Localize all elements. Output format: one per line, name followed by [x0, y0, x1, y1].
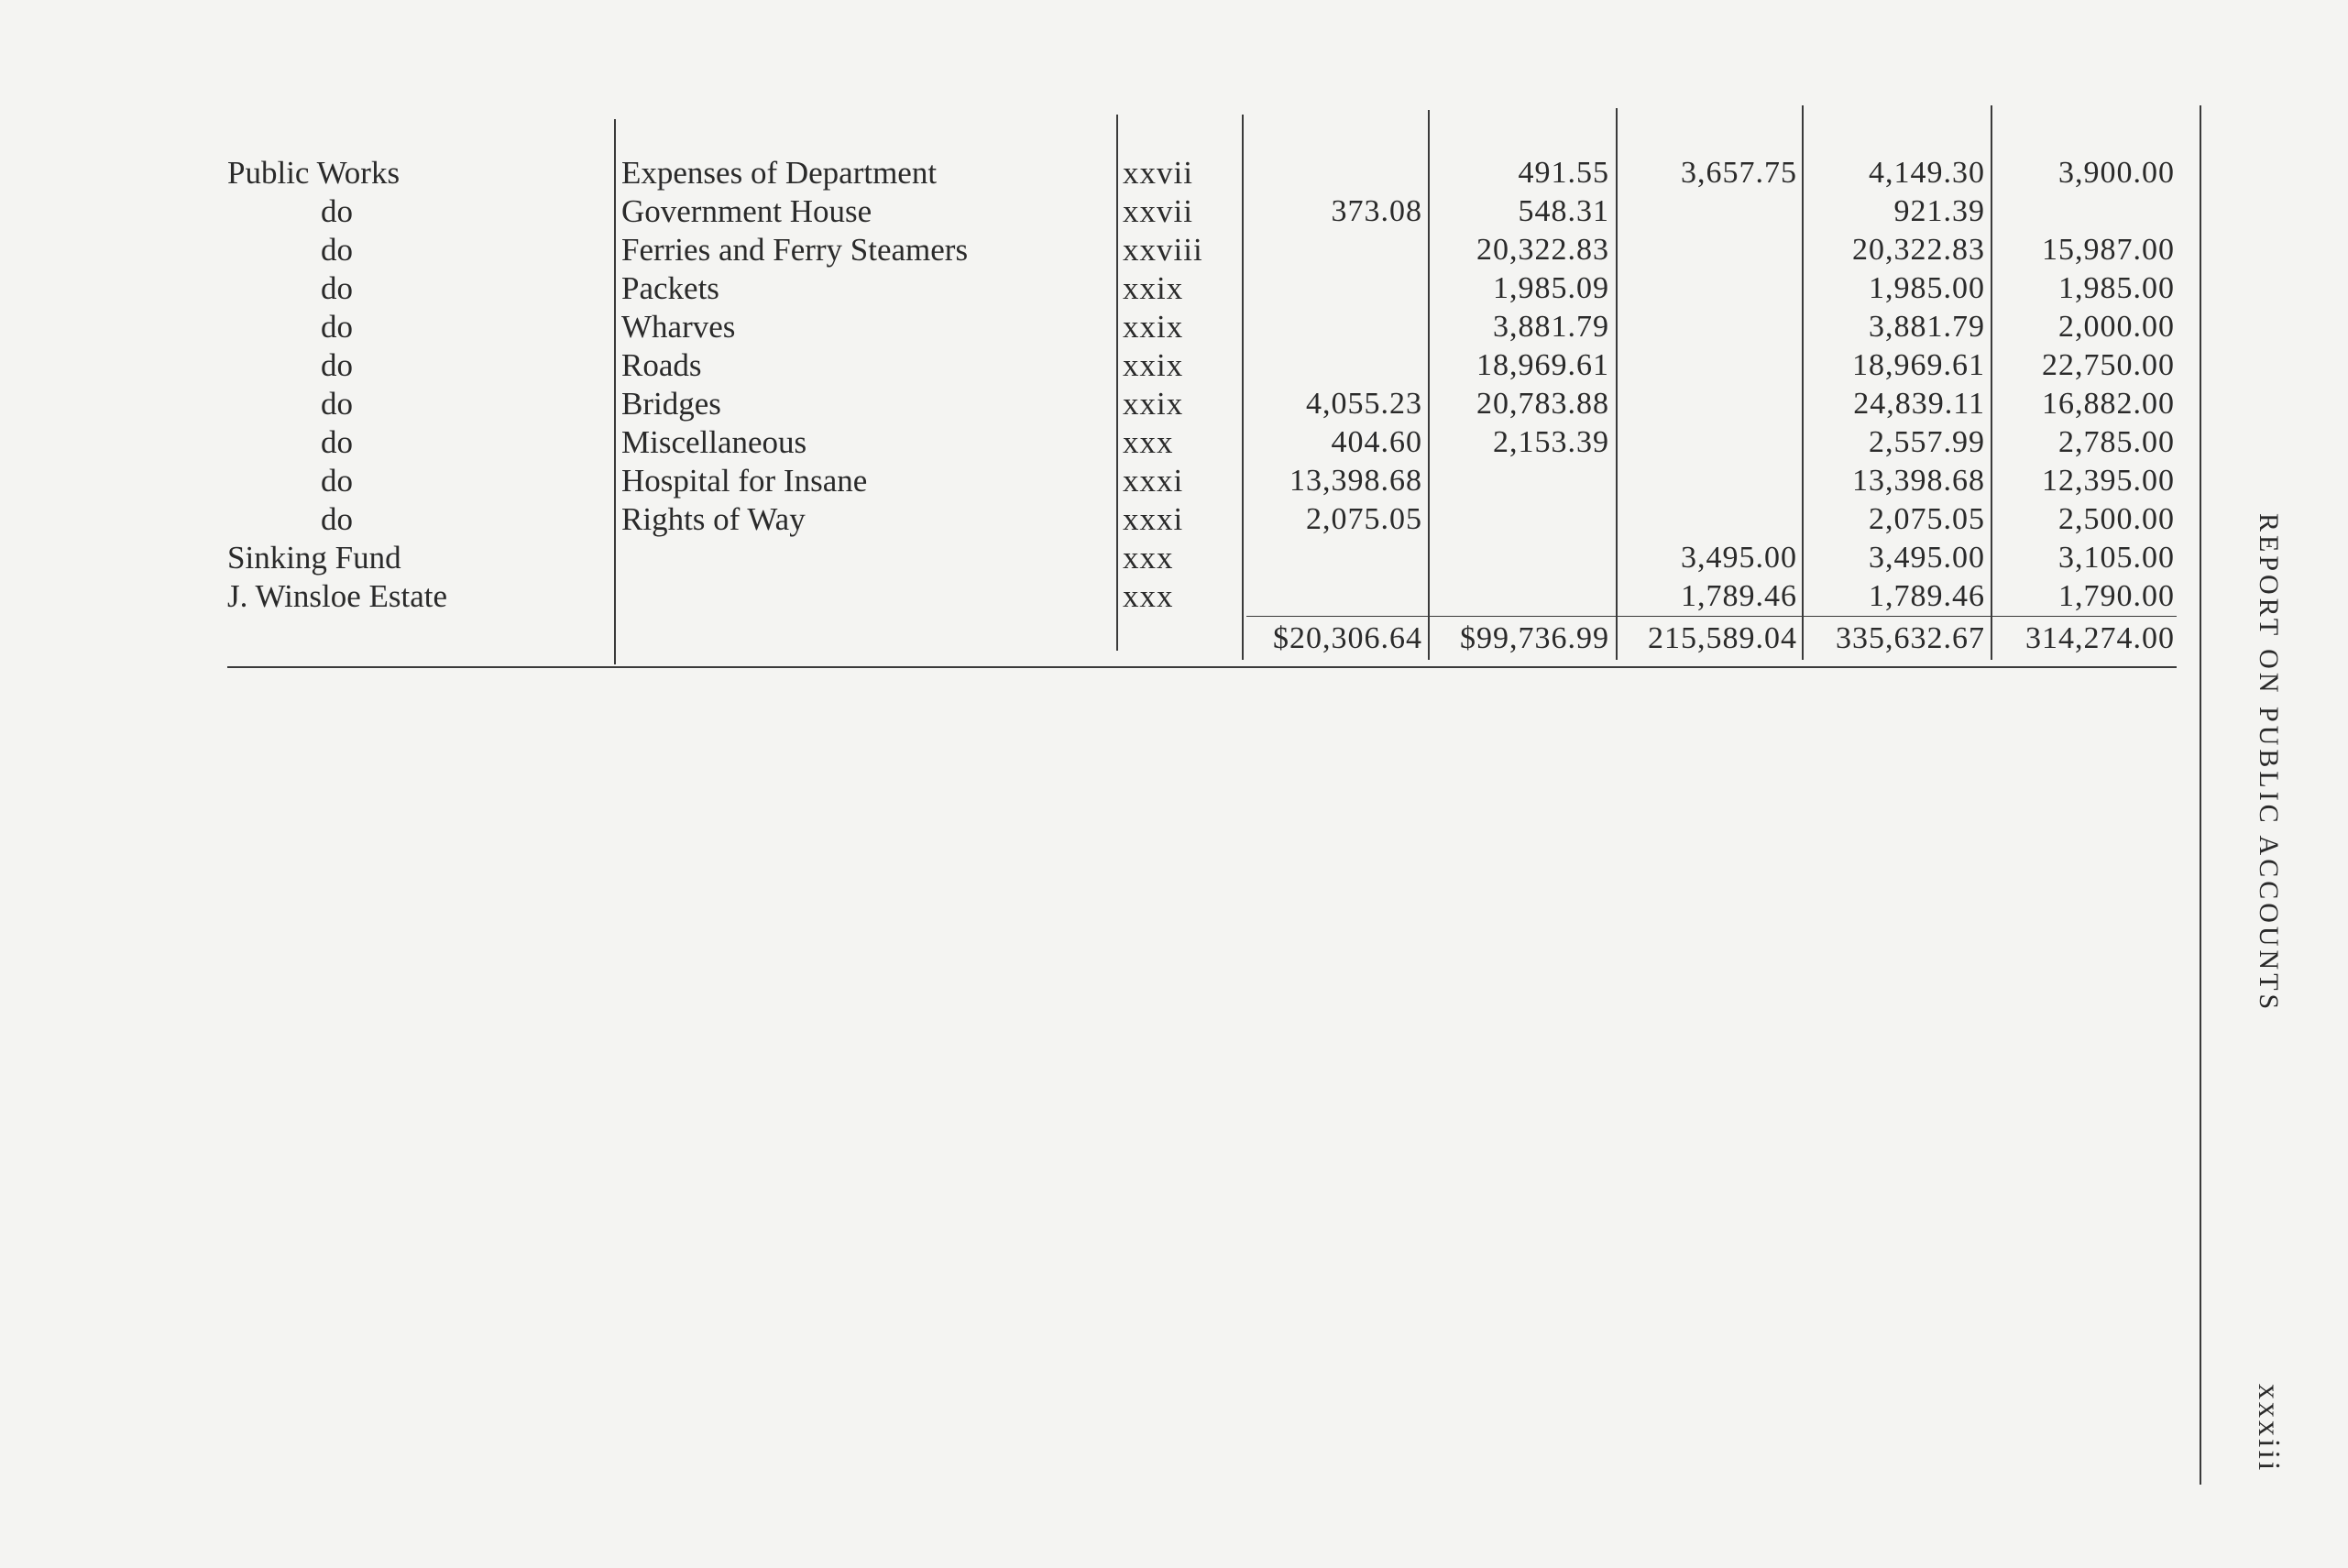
- department-name: do: [321, 193, 353, 229]
- amount-col-4: 3,881.79: [1869, 310, 1985, 344]
- amount-col-4: 921.39: [1893, 194, 1985, 228]
- amount-col-1: 373.08: [1331, 194, 1422, 228]
- department-name: do: [321, 270, 353, 306]
- table-row: [0, 423, 2200, 462]
- amount-col-5: 2,500.00: [2058, 502, 2175, 536]
- amount-col-5: 15,987.00: [2042, 233, 2175, 267]
- table-row: [0, 577, 2200, 616]
- item-description: Packets: [621, 270, 719, 306]
- amount-col-1: [1246, 154, 1422, 192]
- item-description: Rights of Way: [621, 501, 806, 537]
- amount-col-3: [1618, 385, 1797, 423]
- department-name: do: [321, 347, 353, 383]
- schedule-ref: xxxi: [1123, 501, 1184, 537]
- table-bottom-rule: [227, 666, 2177, 668]
- amount-col-4: 13,398.68: [1852, 464, 1985, 498]
- amount-col-1: [1246, 231, 1422, 269]
- schedule-ref: xxxi: [1123, 463, 1184, 499]
- amount-col-5: 22,750.00: [2042, 348, 2175, 382]
- amount-col-5: 3,105.00: [2058, 541, 2175, 575]
- department-name: do: [321, 501, 353, 537]
- total-col-4: 335,632.67: [1836, 621, 1985, 655]
- department-name: do: [321, 424, 353, 460]
- running-header: REPORT ON PUBLIC ACCOUNTS: [2254, 513, 2284, 1014]
- schedule-ref: xxx: [1123, 578, 1174, 614]
- table-row: [0, 500, 2200, 539]
- amount-col-4: 4,149.30: [1869, 156, 1985, 190]
- schedule-ref: xxix: [1123, 309, 1184, 345]
- amount-col-4: 1,789.46: [1869, 579, 1985, 613]
- amount-col-4: 24,839.11: [1853, 387, 1985, 421]
- amount-col-1: [1246, 308, 1422, 346]
- amount-col-3: [1618, 308, 1797, 346]
- amount-col-3: 3,657.75: [1681, 156, 1797, 190]
- department-name: do: [321, 463, 353, 499]
- schedule-ref: xxvii: [1123, 155, 1193, 191]
- amount-col-5: 2,785.00: [2058, 425, 2175, 459]
- amount-col-2: 491.55: [1518, 156, 1609, 190]
- amount-col-2: 18,969.61: [1476, 348, 1609, 382]
- amount-col-2: 20,322.83: [1476, 233, 1609, 267]
- item-description: Roads: [621, 347, 702, 383]
- table-row: [0, 462, 2200, 500]
- table-row: [0, 192, 2200, 231]
- table-row: [0, 308, 2200, 346]
- page-number: xxxiii: [2252, 1384, 2286, 1474]
- department-name: Public Works: [227, 155, 400, 191]
- total-col-1: $20,306.64: [1273, 621, 1422, 655]
- schedule-ref: xxviii: [1123, 232, 1203, 268]
- totals-row: [0, 620, 2200, 658]
- amount-col-1: [1246, 269, 1422, 308]
- schedule-ref: xxix: [1123, 270, 1184, 306]
- amount-col-5: 12,395.00: [2042, 464, 2175, 498]
- amount-col-4: 20,322.83: [1852, 233, 1985, 267]
- item-description: Ferries and Ferry Steamers: [621, 232, 969, 268]
- amount-col-1: [1246, 577, 1422, 616]
- schedule-ref: xxx: [1123, 424, 1174, 460]
- item-description: Government House: [621, 193, 872, 229]
- schedule-ref: xxvii: [1123, 193, 1193, 229]
- item-description: Bridges: [621, 386, 721, 422]
- amount-col-5: 1,790.00: [2058, 579, 2175, 613]
- amount-col-2: [1430, 539, 1609, 577]
- amount-col-3: [1618, 231, 1797, 269]
- amount-col-3: 1,789.46: [1681, 579, 1797, 613]
- amount-col-1: 13,398.68: [1289, 464, 1422, 498]
- page-right-rule: [2200, 105, 2201, 1485]
- amount-col-4: 3,495.00: [1869, 541, 1985, 575]
- amount-col-5: 2,000.00: [2058, 310, 2175, 344]
- amount-col-3: [1618, 192, 1797, 231]
- amount-col-2: [1430, 462, 1609, 500]
- amount-col-2: 548.31: [1518, 194, 1609, 228]
- table-row: [0, 385, 2200, 423]
- amount-col-3: [1618, 269, 1797, 308]
- amount-col-1: 2,075.05: [1306, 502, 1422, 536]
- table-row: [0, 231, 2200, 269]
- amount-col-5: 3,900.00: [2058, 156, 2175, 190]
- total-col-5: 314,274.00: [2025, 621, 2175, 655]
- schedule-ref: xxix: [1123, 386, 1184, 422]
- amount-col-3: [1618, 346, 1797, 385]
- amount-col-1: [1246, 539, 1422, 577]
- amount-col-4: 2,075.05: [1869, 502, 1985, 536]
- table-row: [0, 346, 2200, 385]
- table-row: [0, 154, 2200, 192]
- amount-col-4: 18,969.61: [1852, 348, 1985, 382]
- total-col-3: 215,589.04: [1648, 621, 1797, 655]
- table-row: [0, 269, 2200, 308]
- amount-col-2: [1430, 577, 1609, 616]
- item-description: Miscellaneous: [621, 424, 807, 460]
- amount-col-3: 3,495.00: [1681, 541, 1797, 575]
- department-name: do: [321, 232, 353, 268]
- item-description: Hospital for Insane: [621, 463, 868, 499]
- department-name: do: [321, 309, 353, 345]
- amount-col-4: 1,985.00: [1869, 271, 1985, 305]
- amount-col-5: 1,985.00: [2058, 271, 2175, 305]
- department-name: J. Winsloe Estate: [227, 578, 447, 614]
- subtotal-rule: [1246, 616, 2177, 617]
- amount-col-2: 1,985.09: [1493, 271, 1609, 305]
- item-description: Wharves: [621, 309, 736, 345]
- amount-col-3: [1618, 423, 1797, 462]
- amount-col-1: [1246, 346, 1422, 385]
- schedule-ref: xxx: [1123, 540, 1174, 576]
- amount-col-1: 404.60: [1331, 425, 1422, 459]
- total-col-2: $99,736.99: [1460, 621, 1609, 655]
- amount-col-2: 20,783.88: [1476, 387, 1609, 421]
- table-row: [0, 539, 2200, 577]
- amount-col-2: [1430, 500, 1609, 539]
- amount-col-5: 16,882.00: [2042, 387, 2175, 421]
- department-name: do: [321, 386, 353, 422]
- amount-col-3: [1618, 500, 1797, 539]
- item-description: Expenses of Department: [621, 155, 938, 191]
- department-name: Sinking Fund: [227, 540, 401, 576]
- amount-col-2: 3,881.79: [1493, 310, 1609, 344]
- amount-col-4: 2,557.99: [1869, 425, 1985, 459]
- schedule-ref: xxix: [1123, 347, 1184, 383]
- amount-col-3: [1618, 462, 1797, 500]
- amount-col-5: [1993, 192, 2175, 231]
- amount-col-1: 4,055.23: [1306, 387, 1422, 421]
- amount-col-2: 2,153.39: [1493, 425, 1609, 459]
